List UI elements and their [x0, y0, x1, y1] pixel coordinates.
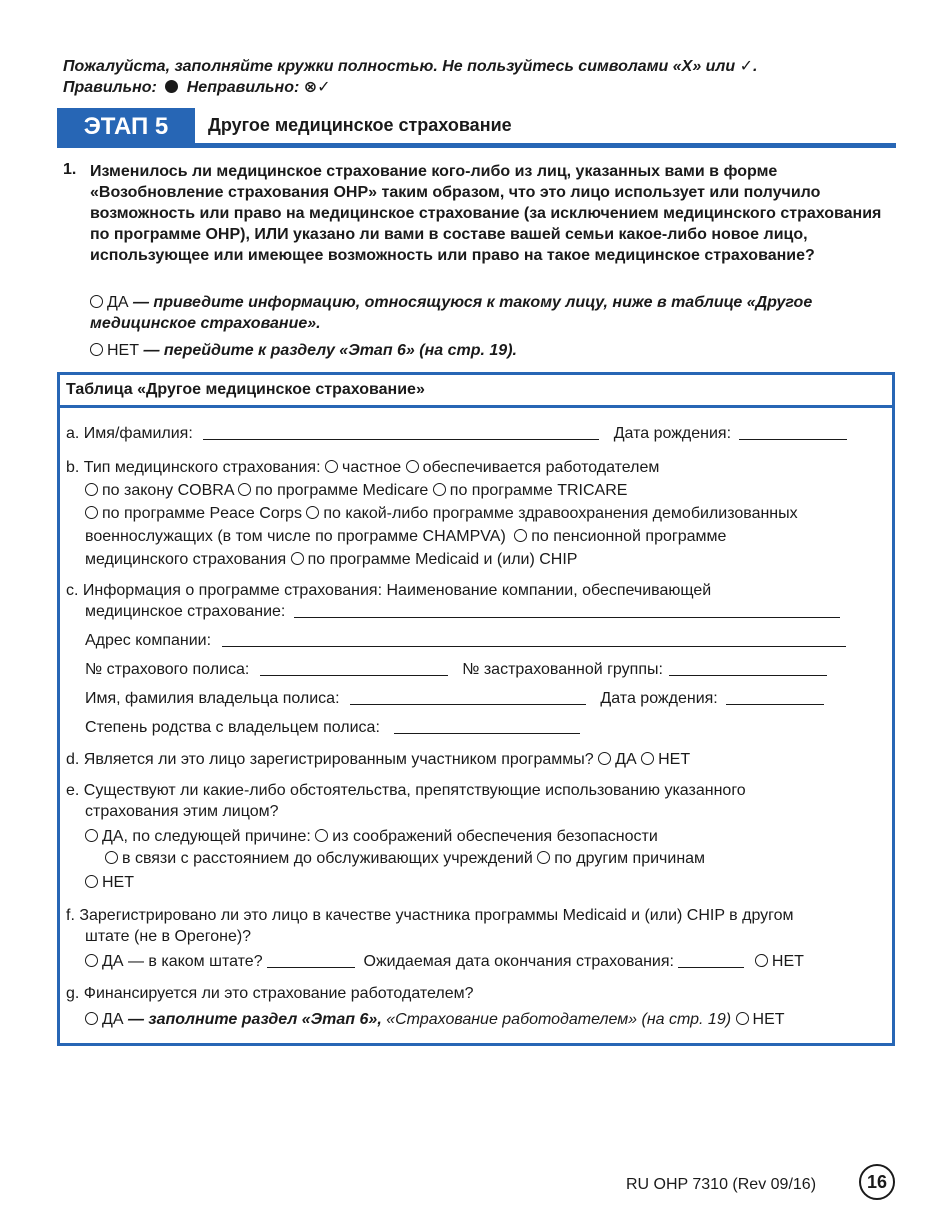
- incorrect-symbols: ⊗✓: [303, 79, 331, 96]
- row-c-company: медицинское страхование:: [85, 600, 840, 623]
- radio-f-no[interactable]: [755, 954, 768, 967]
- row-c: c. Информация о программе страхования: Наименование компании, обеспечивающей: [66, 582, 712, 599]
- row-c-address: Адрес компании:: [85, 629, 846, 652]
- question-number: 1.: [63, 161, 77, 178]
- radio-e-no[interactable]: [85, 875, 98, 888]
- holder-input[interactable]: [350, 690, 586, 705]
- row-b-line5: медицинского страхования по программе Medicaid и (или) CHIP: [85, 551, 578, 568]
- radio-f-yes[interactable]: [85, 954, 98, 967]
- table-header: [60, 375, 892, 408]
- stage-header: [57, 108, 896, 148]
- instructions-line1: Пожалуйста, заполняйте кружки полностью. Не пользуйтесь символами «X» или ✓.: [63, 58, 758, 75]
- row-d: d. Является ли это лицо зарегистрированным участником программы? ДА НЕТ: [66, 751, 691, 768]
- row-e-yes: ДА, по следующей причине: из соображений обеспечения безопасности: [85, 825, 658, 848]
- row-c-relation: Степень родства с владельцем полиса:: [85, 716, 580, 739]
- state-input[interactable]: [267, 953, 355, 968]
- row-g: g. Финансируется ли это страхование работодателем?: [66, 985, 474, 1002]
- radio-no[interactable]: [90, 343, 103, 356]
- instructions-line2: [63, 77, 903, 98]
- radio-peacecorps[interactable]: [85, 506, 98, 519]
- page-number: 16: [859, 1164, 895, 1200]
- radio-e-yes[interactable]: [85, 829, 98, 842]
- row-f: f. Зарегистрировано ли это лицо в качестве участника программы Medicaid и (или) CHIP в другом: [66, 907, 794, 924]
- row-a: a. Имя/фамилия: Дата рождения:: [66, 422, 847, 445]
- yes-note: — приведите информацию, относящуюся к такому лицу, ниже в таблице «Другое медицинское страхование».: [90, 294, 813, 332]
- radio-veterans[interactable]: [306, 506, 319, 519]
- radio-g-no[interactable]: [736, 1012, 749, 1025]
- stage-badge: ЭТАП 5: [57, 108, 195, 145]
- incorrect-label: Неправильно:: [186, 79, 300, 96]
- radio-e-distance[interactable]: [105, 851, 118, 864]
- radio-private[interactable]: [325, 460, 338, 473]
- row-e: e. Существуют ли какие-либо обстоятельства, препятствующие использованию указанного: [66, 782, 746, 799]
- row-b: b. Тип медицинского страхования: частное обеспечивается работодателем: [66, 459, 660, 476]
- question-text: Изменилось ли медицинское страхование кого-либо из лиц, указанных вами в форме «Возобновление страхования OHP» таким образом, что это лицо использует или получило возможность или право на медицинское страхование (за исключением медицинского страхования по программе OHP), ИЛИ указано ли вами в составе вашей семьи какое-либо новое лицо, использующее или имеющее возможность или право на такое медицинское страхование?: [90, 163, 882, 264]
- row-g-answer: ДА — заполните раздел «Этап 6», «Страхование работодателем» (на стр. 19) НЕТ: [85, 1008, 785, 1031]
- radio-tricare[interactable]: [433, 483, 446, 496]
- row-b-line4: военнослужащих (в том числе по программе CHAMPVA) по пенсионной программе: [85, 528, 727, 545]
- radio-d-yes[interactable]: [598, 752, 611, 765]
- radio-d-no[interactable]: [641, 752, 654, 765]
- radio-e-safety[interactable]: [315, 829, 328, 842]
- correct-label: Правильно:: [63, 79, 157, 96]
- radio-medicare[interactable]: [238, 483, 251, 496]
- row-c-policy: № страхового полиса: № застрахованной группы:: [85, 658, 827, 681]
- radio-e-other[interactable]: [537, 851, 550, 864]
- row-c-holder: Имя, фамилия владельца полиса: Дата рождения:: [85, 687, 824, 710]
- stage-title: Другое медицинское страхование: [208, 115, 512, 135]
- table-title: Таблица «Другое медицинское страхование»: [66, 381, 425, 398]
- address-input[interactable]: [222, 632, 846, 647]
- filled-circle-icon: [165, 80, 178, 93]
- holder-dob-input[interactable]: [726, 690, 824, 705]
- row-e-line2: страхования этим лицом?: [85, 803, 279, 820]
- row-b-line2: по закону COBRA по программе Medicare по программе TRICARE: [85, 479, 627, 502]
- q1-no-option[interactable]: НЕТ — перейдите к разделу «Этап 6» (на стр. 19).: [90, 340, 870, 361]
- row-f-line2: штате (не в Орегоне)?: [85, 928, 252, 945]
- fill-instructions: [63, 56, 903, 98]
- radio-employer[interactable]: [406, 460, 419, 473]
- radio-retiree[interactable]: [514, 529, 527, 542]
- name-input[interactable]: [203, 425, 599, 440]
- dob-input[interactable]: [739, 425, 847, 440]
- radio-g-yes[interactable]: [85, 1012, 98, 1025]
- other-insurance-table: [57, 372, 895, 1046]
- row-b-line3: по программе Peace Corps по какой-либо программе здравоохранения демобилизованных: [85, 502, 798, 525]
- row-f-answer: ДА — в каком штате? Ожидаемая дата окончания страхования: НЕТ: [85, 950, 804, 973]
- relation-input[interactable]: [394, 719, 580, 734]
- end-date-input[interactable]: [678, 953, 744, 968]
- radio-medicaid[interactable]: [291, 552, 304, 565]
- no-note: — перейдите к разделу «Этап 6» (на стр. 19).: [143, 342, 517, 359]
- company-input[interactable]: [294, 603, 840, 618]
- stage-divider: [57, 143, 896, 148]
- radio-yes[interactable]: [90, 295, 103, 308]
- group-input[interactable]: [669, 661, 827, 676]
- radio-cobra[interactable]: [85, 483, 98, 496]
- form-id: RU OHP 7310 (Rev 09/16): [626, 1176, 817, 1193]
- row-e-reasons: в связи с расстоянием до обслуживающих учреждений по другим причинам: [105, 847, 705, 870]
- q1-yes-option[interactable]: ДА — приведите информацию, относящуюся к такому лицу, ниже в таблице «Другое медицинское страхование».: [90, 294, 813, 332]
- policy-input[interactable]: [260, 661, 448, 676]
- row-e-no: НЕТ: [85, 871, 134, 894]
